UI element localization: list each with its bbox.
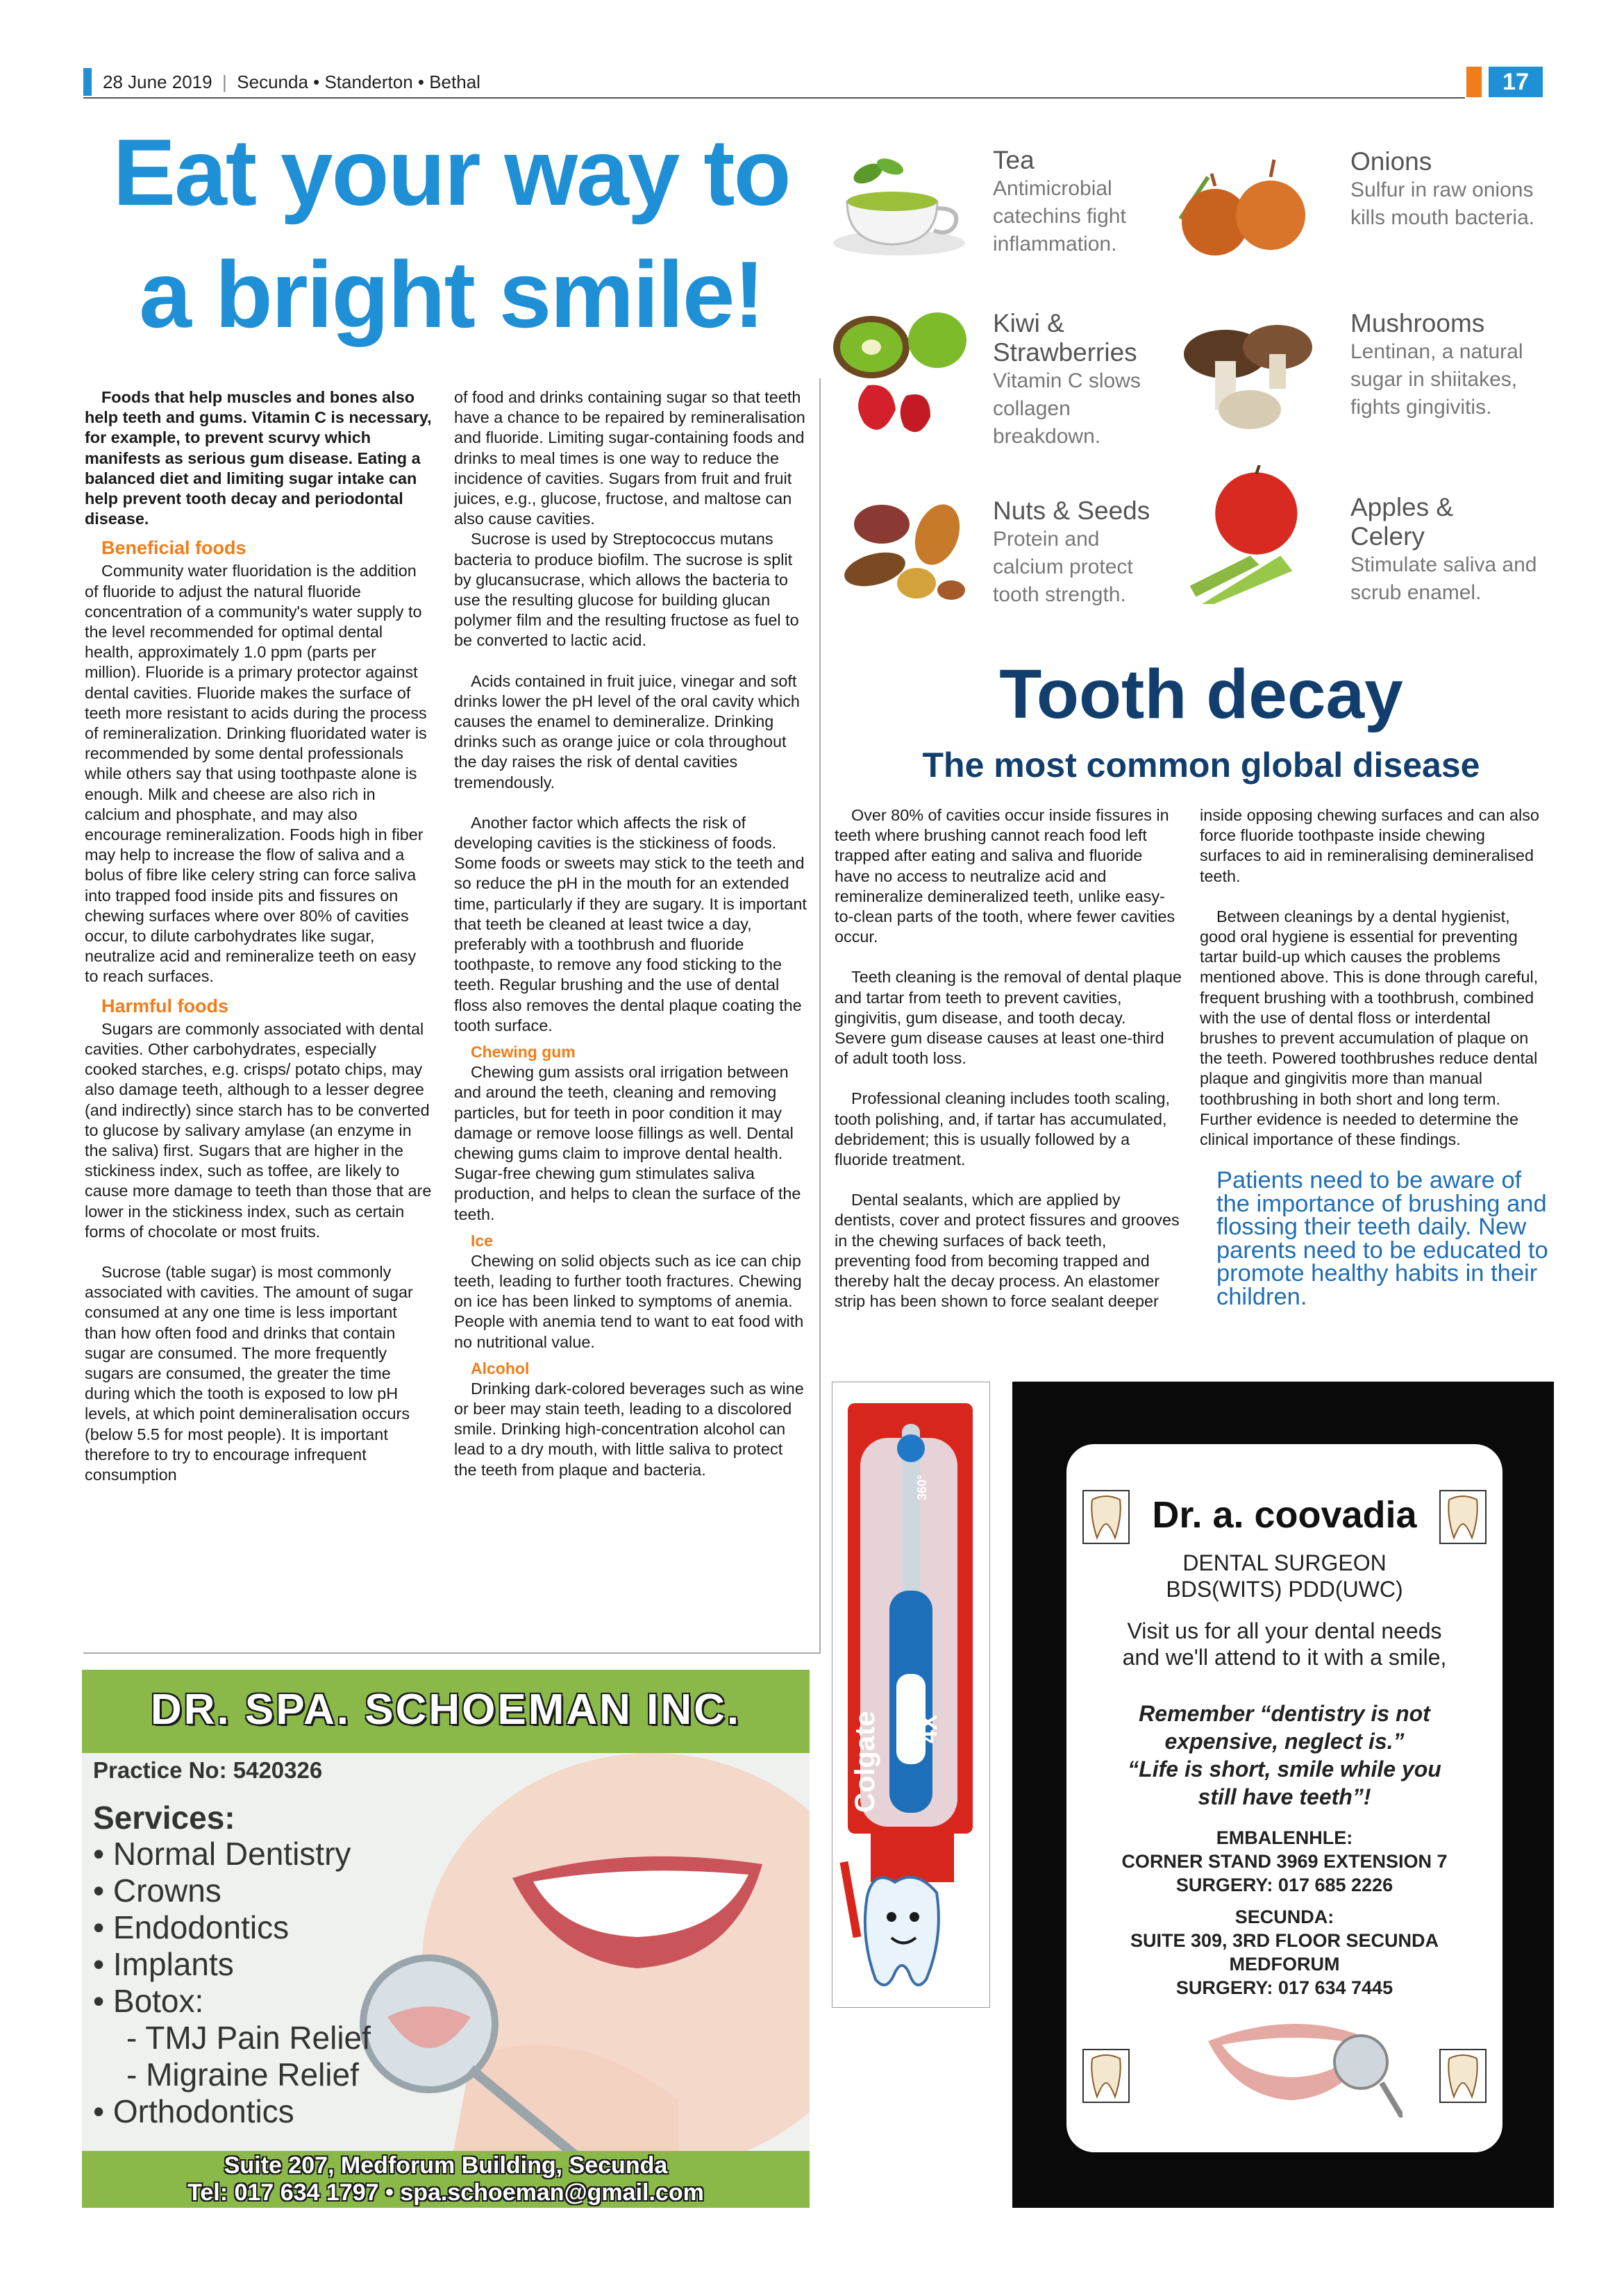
coovadia-visit-line-1: Visit us for all your dental needs xyxy=(1127,1618,1442,1643)
food-item-apples-celery xyxy=(1350,493,1624,607)
food-description: Antimicrobial catechins fight inflammation. xyxy=(993,177,1126,255)
decay-paragraph-5: inside opposing chewing surfaces and can also force fluoride toothpaste inside chewing surfaces to aid in remineralising demineralised teeth. xyxy=(1200,806,1539,885)
toothbrush-package-icon xyxy=(832,1382,989,2007)
col2-paragraph-3: Acids contained in fruit juice, vinegar and soft drinks lower the pH level of the oral cavity which causes the enamel to demineralize. Drinking drinks such as orange juice or cola throughout the day raises the risk of dental cavities tremendously. xyxy=(454,671,800,791)
food-description: Vitamin C slows collagen breakdown. xyxy=(993,369,1141,448)
service-item: • Endodontics xyxy=(93,1909,290,1945)
tea-cup-icon xyxy=(826,139,972,278)
harmful-paragraph-2: Sucrose (table sugar) is most commonly associated with cavities. The amount of sugar consumed at any one time is less important than how often food and drinks that contain sugar are consumed. The more frequently sugars are consumed, the greater the time during which the tooth is exposed to low pH levels, at which point demineralisation occurs (below 5.5 for most people). It is important therefore to try to encourage infrequent consumption xyxy=(85,1262,413,1484)
food-description: Stimulate saliva and scrub enamel. xyxy=(1350,553,1537,604)
article-lead: Foods that help muscles and bones also help teeth and gums. Vitamin C is necessary, for example, to prevent scurvy which manifests as serious gum disease. Eating a balanced diet and limiting sugar intake can help prevent tooth decay and periodontal disease. xyxy=(85,388,432,528)
service-subitem: - TMJ Pain Relief xyxy=(126,2020,371,2056)
service-subitem: - Migraine Relief xyxy=(126,2056,359,2093)
toothbrush-360-badge: 360° xyxy=(915,1474,929,1500)
schoeman-address: Suite 207, Medforum Building, Secunda xyxy=(224,2152,668,2179)
onions-icon xyxy=(1166,135,1312,274)
mushrooms-icon xyxy=(1173,305,1319,444)
article-column-1 xyxy=(85,387,432,1485)
decay-paragraph-1: Over 80% of cavities occur inside fissures in teeth where brushing cannot reach food left trapped after eating and saliva and fluoride have no access to neutralize acid and remineralize demineralized teeth, unlike easy-to-clean parts of the tooth, where fewer cavities occur. xyxy=(835,806,1175,946)
article-headline xyxy=(76,111,826,355)
page-number: 17 xyxy=(1489,67,1543,97)
article-bottom-rule xyxy=(83,1652,821,1654)
decay-paragraph-6: Between cleanings by a dental hygienist, good oral hygiene is essential for preventing tartar build-up which causes the problems mentioned above. This is done through careful, frequent brushing with a toothbrush, combined with the use of dental floss or interdental brushes to prevent accumulation of plaque on the teeth. Powered toothbrushes reduce dental plaque and gingivitis more than manual toothbrushing in both short and long term. Further evidence is needed to determine the clinical importance of these findings. xyxy=(1200,907,1539,1149)
embalenhle-address: CORNER STAND 3969 EXTENSION 7 xyxy=(1121,1851,1448,1872)
alcohol-heading: Alcohol xyxy=(471,1359,530,1377)
food-title: Apples & Celery xyxy=(1350,493,1454,551)
secunda-phone: SURGERY: 017 634 7445 xyxy=(1175,1977,1393,1998)
tooth-icon xyxy=(1439,2048,1487,2104)
food-title: Onions xyxy=(1350,147,1432,176)
service-item: • Implants xyxy=(93,1946,234,1982)
secunda-address-1: SUITE 309, 3RD FLOOR SECUNDA xyxy=(1130,1930,1439,1951)
col2-paragraph-2: Sucrose is used by Streptococcus mutans bacteria to produce biofilm. The sucrose is split by glucansucrase, which allows the bacteria to use the resulting glucose for building glucan polymer film and the resulting fructose as fuel to be converted to lactic acid. xyxy=(454,530,799,650)
headline-line-1: Eat your way to xyxy=(112,119,790,225)
embalenhle-label: EMBALENHLE: xyxy=(1216,1827,1353,1848)
column-divider xyxy=(819,378,821,1652)
pull-quote: Patients need to be aware of the importance of brushing and flossing their teeth daily. New parents need to be educated to promote healthy habits in their children. xyxy=(1216,1167,1548,1310)
page-number-accent xyxy=(1466,67,1482,97)
apples-celery-icon xyxy=(1180,465,1326,604)
kiwi-strawberries-icon xyxy=(826,305,972,444)
food-item-mushrooms xyxy=(1350,309,1624,421)
issue-date: 28 June 2019 xyxy=(103,72,212,92)
beneficial-paragraph: Community water fluoridation is the addition of fluoride to adjust the natural fluoride concentration of a community's water supply to the level recommended for optimal dental health, approximately 1.0 ppm (parts per million). Fluoride is a primary protector against dental cavities. Fluoride makes the surface of teeth more resistant to acids during the process of remineralization. Drinking fluoridated water is recommended by some dental professionals while others say that using toothpaste alone is enough. Milk and cheese are also rich in calcium and phosphate, and may also encourage remineralization. Foods high in fiber may help to increase the flow of saliva and a bolus of fibre like celery string can force saliva into trapped food inside pits and fissures on chewing surfaces where over 80% of cavities occur, to dilute carbohydrates like sugar, neutralize acid and remineralize teeth on easy to reach surfaces. xyxy=(85,562,427,986)
ice-heading: Ice xyxy=(471,1231,493,1250)
coovadia-name: Dr. a. coovadia xyxy=(1152,1494,1417,1536)
service-item: • Normal Dentistry xyxy=(93,1836,351,1872)
practice-number: Practice No: 5420326 xyxy=(93,1757,323,1783)
col2-paragraph-4: Another factor which affects the risk of developing cavities is the stickiness of foods. Some foods or sweets may stick to the teeth and so reduce the pH in the mouth for an extended time, particularly if they are sugary. It is important that teeth be cleaned at least twice a day, preferably with a toothbrush and fluoride toothpaste, to remove any food sticking to the teeth. Regular brushing and the use of dental floss also removes the dental plaque coating the tooth surface. xyxy=(454,813,807,1034)
tooth-decay-column-2 xyxy=(1200,805,1550,1309)
alcohol-paragraph: Drinking dark-colored beverages such as wine or beer may stain teeth, leading to a discolored smile. Drinking high-concentration alcohol can lead to a dry mouth, with little saliva to protect the teeth from plaque and bacteria. xyxy=(454,1379,804,1479)
smile-mirror-icon xyxy=(1194,2013,1403,2118)
food-description: Protein and calcium protect tooth strength. xyxy=(993,528,1133,606)
food-title: Mushrooms xyxy=(1350,309,1485,337)
tooth-decay-column-1 xyxy=(835,805,1182,1312)
tooth-icon xyxy=(1082,2048,1130,2104)
coovadia-title: DENTAL SURGEON xyxy=(1182,1550,1387,1575)
coovadia-visit-line-2: and we'll attend to it with a smile, xyxy=(1122,1645,1447,1670)
decay-paragraph-3: Professional cleaning includes tooth scaling, tooth polishing, and, if tartar has accumulated, debridement; this is usually followed by a fluoride treatment. xyxy=(835,1089,1170,1169)
article-column-2 xyxy=(454,387,808,1480)
harmful-paragraph-1: Sugars are commonly associated with dental cavities. Other carbohydrates, especially cooked starches, e.g. crisps/ potato chips, may also damage teeth, although to a lesser degree (and indirectly) since starch has to be converted to glucose by salivary amylase (an enzyme in the saliva) first. Sugars that are higher in the stickiness index, such as toffee, are likely to cause more damage to teeth than those that are lower in the stickiness index, such as certain forms of chocolate or most fruits. xyxy=(85,1019,432,1241)
ice-paragraph: Chewing on solid objects such as ice can chip teeth, leading to further tooth fractures. Chewing on ice has been linked to symptoms of anemia. People with anemia tend to want to eat food with no nutritional value. xyxy=(454,1251,804,1351)
decay-paragraph-2: Teeth cleaning is the removal of dental plaque and tartar from teeth to prevent cavities, gingivitis, gum disease, and tooth decay. Severe gum disease causes at least one-third of adult tooth loss. xyxy=(835,968,1182,1068)
secunda-address-2: MEDFORUM xyxy=(1229,1954,1340,1975)
nuts-seeds-icon xyxy=(833,486,979,625)
food-description: Lentinan, a natural sugar in shiitakes, fights gingivitis. xyxy=(1350,340,1523,419)
decay-paragraph-4: Dental sealants, which are applied by dentists, cover and protect fissures and grooves in the chewing surfaces of back teeth, preventing food from becoming trapped and thereby halt the decay process. An elastomer strip has been shown to force sealant deeper xyxy=(835,1191,1180,1311)
harmful-foods-heading: Harmful foods xyxy=(101,995,229,1016)
food-item-onions xyxy=(1350,147,1624,232)
edition-places: Secunda • Standerton • Bethal xyxy=(237,72,480,92)
tooth-decay-subtitle: The most common global disease xyxy=(922,746,1480,785)
services-heading: Services: xyxy=(93,1800,235,1836)
page-header: 28 June 2019 | Secunda • Standerton • Bethal xyxy=(103,72,480,92)
header-accent-bar xyxy=(83,68,92,96)
toothbrush-power-badge: 4X xyxy=(916,1714,942,1743)
coovadia-qualifications: BDS(WITS) PDD(UWC) xyxy=(1166,1577,1403,1602)
schoeman-name: DR. SPA. SCHOEMAN INC. xyxy=(150,1686,742,1734)
chewing-gum-paragraph: Chewing gum assists oral irrigation between and around the teeth, cleaning and removing particles, but for teeth in poor condition it may damage or remove loose fillings as well. Dental chewing gums claim to improve dental health. Sugar-free chewing gum stimulates saliva production, and helps to clean the surface of the teeth. xyxy=(454,1063,801,1223)
service-item: • Orthodontics xyxy=(93,2093,294,2129)
col2-paragraph-1: of food and drinks containing sugar so that teeth have a chance to be repaired by remineralisation and fluoride. Limiting sugar-containing foods and drinks to meal times is one way to reduce the incidence of cavities. Sugars from fruit and fruit juices, e.g., glucose, fructose, and maltose can also cause cavities. xyxy=(454,388,805,528)
schoeman-contact: Tel: 017 634 1797 • spa.schoeman@gmail.com xyxy=(187,2179,704,2206)
schoeman-footer xyxy=(82,2152,810,2206)
toothbrush-brand: Colgate xyxy=(850,1711,880,1813)
tooth-decay-title: Tooth decay xyxy=(999,655,1403,733)
secunda-label: SECUNDA: xyxy=(1234,1907,1334,1927)
food-description: Sulfur in raw onions kills mouth bacteria. xyxy=(1350,178,1535,229)
chewing-gum-heading: Chewing gum xyxy=(471,1043,576,1062)
headline-line-2: a bright smile! xyxy=(139,242,764,347)
coovadia-quote-2: “Life is short, smile while you still have teeth”! xyxy=(1128,1757,1441,1809)
beneficial-foods-heading: Beneficial foods xyxy=(101,537,246,559)
toothbrush-ad xyxy=(832,1382,990,2008)
header-rule xyxy=(83,97,1465,99)
coovadia-quote-1: Remember “dentistry is not expensive, neglect is.” xyxy=(1139,1701,1430,1754)
food-title: Kiwi & Strawberries xyxy=(993,309,1137,367)
food-title: Nuts & Seeds xyxy=(993,496,1150,525)
food-title: Tea xyxy=(993,146,1035,174)
service-item: • Botox: xyxy=(93,1983,204,2019)
embalenhle-phone: SURGERY: 017 685 2226 xyxy=(1175,1875,1393,1895)
service-item: • Crowns xyxy=(93,1872,221,1909)
